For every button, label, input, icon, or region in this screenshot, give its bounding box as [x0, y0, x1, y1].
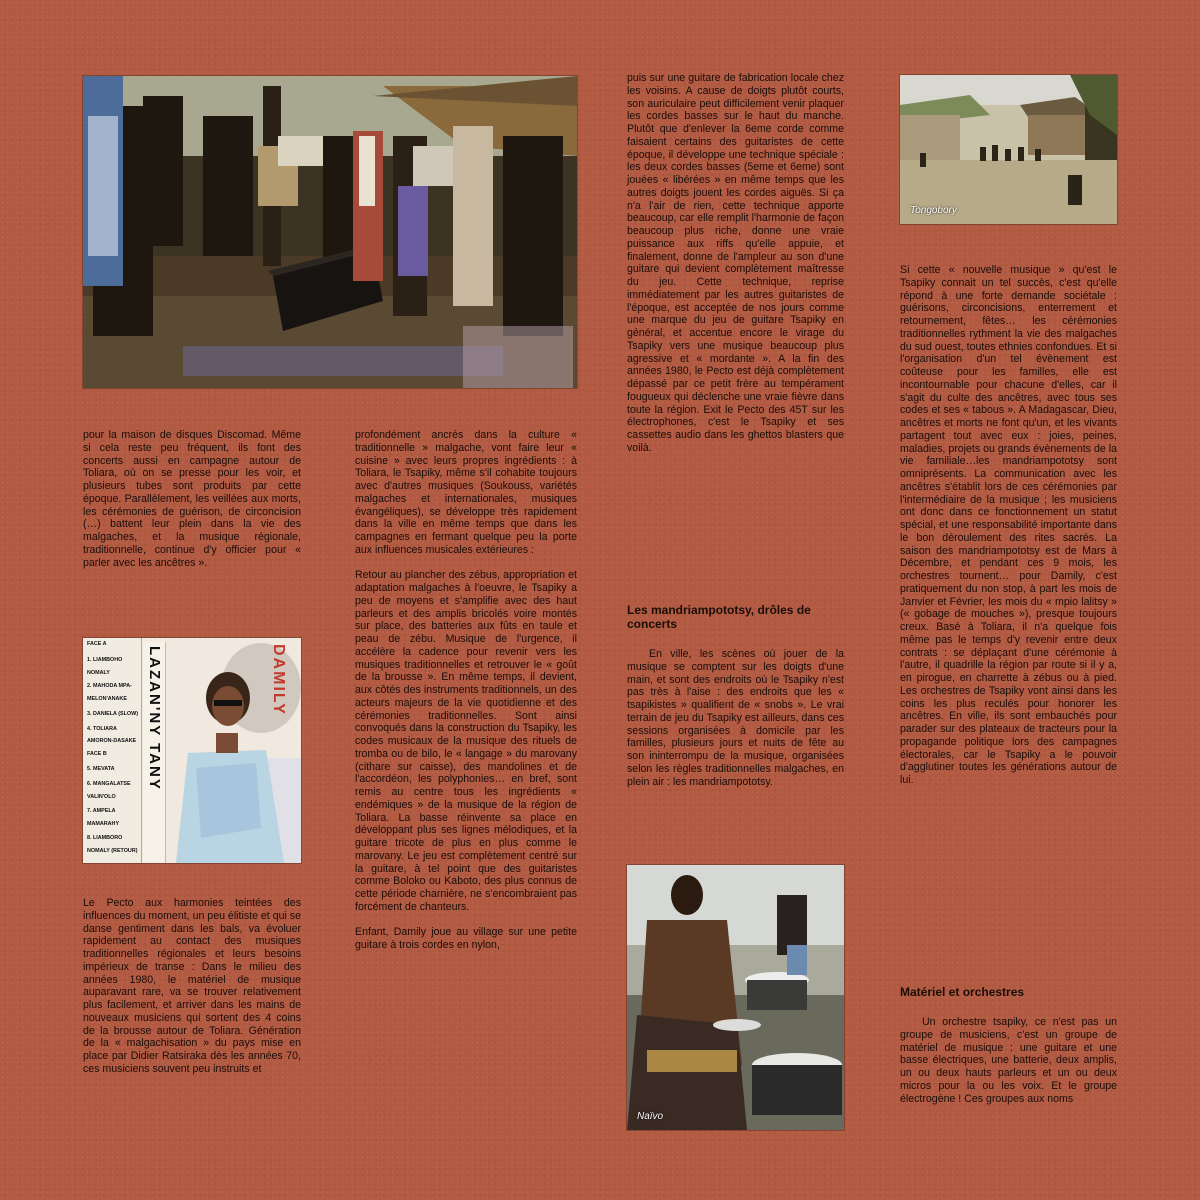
naivo-caption: Naïvo: [637, 1111, 664, 1122]
naivo-drummer-image: [627, 865, 844, 1130]
track-item: VALIN'OLO: [87, 794, 116, 800]
tongobory-photo: [900, 75, 1117, 224]
col1-paragraph-2: Le Pecto aux harmonies teintées des influences du moment, un peu élitiste et qui se danse gentiment dans les bals, va évoluer rapidement au contact des musiques traditionnelles régionales et leurs besoins impérieux de transe : Dans le milieu des années 1980, le matériel de musique auparavant rare, va se trouver relativement plus facilement, et arriver dans les mains de nouveaux musiciens qui sortent des 4 coins de la brousse autour de Toliara. Génération de la « malgachisation » du pays mise en place par Didier Ratsiraka dès les années 70, ces musiciens souvent peu instruits et: [83, 897, 301, 1075]
tongobory-village-image: [900, 75, 1117, 224]
col1-text-bottom: [83, 897, 301, 1088]
mandriampototsy-heading: Les mandriampototsy, drôles de concerts: [627, 603, 811, 631]
artist-name: DAMILY: [270, 644, 287, 716]
face-a-label: FACE A: [87, 641, 107, 647]
col4-paragraph-1: Si cette « nouvelle musique » qu'est le Tsapiky connait un tel succès, c'est qu'elle répond à une forte demande sociétale : guérisons, circoncisions, enterrement et retournement, fêtes… les cérémonies traditionnelles rythment la vie des malgaches du sud ouest, toutes ethnies confondues. Et si l'organisation d'un tel évènement est coûteuse pour les familles, elle est incontournable pour chacune d'elles, car il s'agit du culte des ancêtres, avec tous ses codes et ses « tabous ». A Madagascar, Dieu, ancêtres et morts ne font qu'un, et les vivants partagent tout avec eux : joies, peines, maladies, projets ou grands évènements de la vie familiale…les mandriampototsy sont omniprésents. La communication avec les ancêtres s'établit lors de ces cérémonies par l'intermédiaire de la musique ; les musiciens ont donc dans ce fonctionnement un statut spécial, et une responsabilité importante dans le bon déroulement des rites sacrés. La saison des mandriampototsy est de Mars à Décembre, et pendant ces 9 mois, les orchestres tournent… pour Damily, c'est pratiquement du non stop, à part les mois de Janvier et Février, les mois du « mpio lalitsy » (« gobage de mouches »), presque toujours creux. Basé à Toliara, il n'a quelque fois même pas le temps d'y revenir entre deux contrats : se déplaçant d'une cérémonie à l'autre, il quadrille la région par route si il y a, en pirogue, en charrette à zébus ou à pied. Les orchestres de Tsapiky vont ainsi dans les coins les plus reculés pour honorer les ancêtres. En ville, ils sont embauchés pour parader sur des plateaux de tracteurs pour la propagande politique lors des campagnes électorales, car le Tsapiky a le pouvoir d'agglutiner toutes les générations autour de lui.: [900, 264, 1117, 786]
track-item: MELON'ANAKE: [87, 696, 127, 702]
track-item: 1. LIAMBOHO: [87, 657, 123, 663]
col3-text: [627, 72, 844, 467]
col4-text-bottom: [900, 1016, 1117, 1118]
track-item: 7. AMPELA: [87, 808, 116, 814]
col2-paragraph-2: Retour au plancher des zébus, appropriation et adaptation malgaches à l'oeuvre, le Tsapiky a peu de moyens et s'amplifie avec des haut parleurs et des amplis bricolés voire montés sur place, des batteries aux fûts en taule et peau de zébu. Musique de l'urgence, il accélère la cadence pour revenir vers les musiques traditionnelles et retrouver le « goût de la brousse ». En même temps, il devient, aux côtés des instruments traditionnels, un des acteurs majeurs de la vie quotidienne et des cérémonies traditionnelles. Sont ainsi convoqués dans la construction du Tsapiky, les codes musicaux de la musique des rituels de tromba ou de bilo, le « langage » du marovany (cithare sur caisse), des mandolines et de l'accordéon, les polyphonies… en bref, sont remis au centre tous les ingrédients « endémiques » de la musique de la région de Toliara. La basse réinvente sa place en développant plus ses lignes mélodiques, et la guitare tricote de plus en plus comme le marovany. Le jeu est complètement centré sur la guitare, à tel point que des guitaristes comme Boloko ou Kaboto, des plus connus de cette période charnière, ne s'encombraient pas forcément de chanteurs.: [355, 569, 577, 913]
track-item: MAMARAHY: [87, 821, 120, 827]
col1-paragraph-1: pour la maison de disques Discomad. Même si cela reste peu fréquent, ils font des concerts aussi en campagne autour de Toliara, où on se presse pour les voir, et plusieurs tubes sont produits par cette époque. Parallèlement, les veillées aux morts, les cérémonies de guérison, de circoncision (…) battent leur plein dans la vie des malgaches, et la musique régionale, traditionnelle, continue d'y officier pour « parler avec les ancêtres ».: [83, 429, 301, 569]
track-item: 2. MAHODA MPA-: [87, 683, 132, 689]
cassette-cover: [83, 638, 301, 863]
track-item: 4. TOLIARA: [87, 726, 117, 732]
col4-paragraph-2: Un orchestre tsapiky, ce n'est pas un groupe de musiciens, c'est un groupe de matériel de musique : une guitare et une basse électriques, une batterie, deux amplis, un ou deux hauts parleurs et un ou deux micros pour la ou les voix. Et le groupe électrogène ! Ces groupes aux noms: [900, 1016, 1117, 1105]
track-item: 3. DANIELA (SLOW): [87, 711, 139, 717]
cassette-artwork: [166, 638, 301, 863]
cassette-tracklist: [83, 638, 142, 863]
naivo-photo: [627, 865, 844, 1130]
track-item: 6. MANGALATSE: [87, 781, 131, 787]
col1-text-top: [83, 429, 301, 582]
track-item: 5. MEVATA: [87, 766, 115, 772]
track-item: 8. LIAMBORO: [87, 835, 123, 841]
tongobory-caption: Tongobory: [910, 205, 957, 216]
col4-text: [900, 264, 1117, 800]
face-b-label: FACE B: [87, 751, 107, 757]
cassette-spine: [143, 642, 166, 863]
album-title: LAZAN'NY TANY: [146, 646, 163, 791]
track-item: AMORON-DASAKE: [87, 738, 137, 744]
col2-paragraph-1: profondément ancrés dans la culture « traditionnelle » malgache, vont faire leur « cuisine » avec leurs propres ingrédients : à Toliara, le Tsapiky, même s'il cohabite toujours avec d'autres musiques (Soukouss, variétés malgaches et internationales, musiques évangéliques), se développe très rapidement dans la ville en même temps que dans les campagnes en fermant quelque peu la porte aux influences musicales extérieures :: [355, 429, 577, 556]
funeral-ceremony-photo: [83, 76, 577, 388]
track-item: NOMALY (RETOUR): [87, 848, 138, 854]
col2-text: [355, 429, 577, 965]
funeral-ceremony-image: [83, 76, 577, 388]
col3-text-bottom: [627, 648, 844, 801]
col2-paragraph-3: Enfant, Damily joue au village sur une petite guitare à trois cordes en nylon,: [355, 926, 577, 951]
track-item: NOMALY: [87, 670, 110, 676]
materiel-heading: Matériel et orchestres: [900, 985, 1025, 999]
col3-paragraph-2: En ville, les scènes où jouer de la musique se comptent sur les doigts d'une main, et sont des endroits où le Tsapiky n'est pas très à l'aise : des endroits que les « tsapikistes » qualifient de « snobs ». Le vrai terrain de jeu du Tsapiky est ailleurs, dans ces sessions organisées à domicile par les familles, plusieurs jours et nuits de fête au son ininterrompu de la musique, organisées selon les règles traditionnelles malgaches, en plein air : les mandriampototsy.: [627, 648, 844, 788]
col3-paragraph-1: puis sur une guitare de fabrication locale chez les voisins. A cause de doigts plutôt courts, son auriculaire peut difficilement venir plaquer les cordes basses sur le haut du manche. Plutôt que d'enlever la 6eme corde comme faisaient certains des guitaristes de cette époque, il développe une technique spéciale : les deux cordes basses (5eme et 6eme) sont jouées « libérées » en même temps que les autres doigts jouent les cordes aiguës. Si ça n'a l'air de rien, cette technique apporte beaucoup, car elle remplit l'harmonie de façon beaucoup plus riche, donne une vraie puissance aux riffs qu'elle appuie, et finalement, donne de l'ampleur au son d'une guitare qui devient complètement maîtresse du jeu. Cette technique, reprise immédiatement par les autres guitaristes de l'époque, est acceptée de nos jours comme une marque du jeu de guitare Tsapiky en général, et accentue encore le virage du Tsapiky vers une musique beaucoup plus agressive et « mordante ». A la fin des années 1980, le Pecto est déjà complètement dépassé par ce petit frère au tempérament fougueux qui déclenche une vraie fièvre dans toute la région. Exit le Pecto des 45T sur les électrophones, c'est le Tsapiky et ses cassettes audio dans les ghettos blasters que voilà.: [627, 72, 844, 454]
